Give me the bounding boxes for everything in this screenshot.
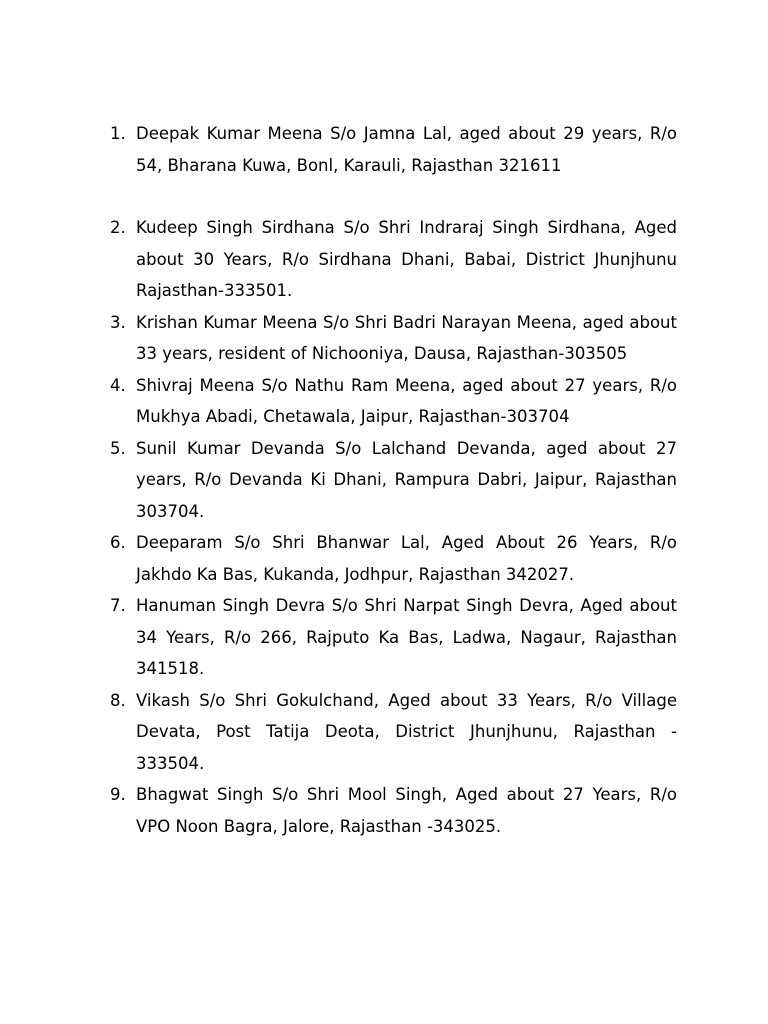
list-item-text: Krishan Kumar Meena S/o Shri Badri Narayan Meena, aged about 33 years, resident of Nichooniya, Dausa, Rajasthan-303505 — [136, 312, 677, 363]
list-item-number: 2. — [110, 218, 126, 237]
list-item-number: 1. — [110, 124, 126, 143]
list-item-number: 8. — [110, 690, 126, 710]
list-item-number: 5. — [110, 438, 126, 458]
list-item — [110, 527, 677, 590]
list-item-text: Deeparam S/o Shri Bhanwar Lal, Aged About 26 Years, R/o Jakhdo Ka Bas, Kukanda, Jodhpur, Rajasthan 342027. — [136, 533, 677, 584]
list-item — [110, 685, 677, 780]
list-item-text: Kudeep Singh Sirdhana S/o Shri Indraraj Singh Sirdhana, Aged about 30 Years, R/o Sirdhana Dhani, Babai, District Jhunjhunu Rajasthan-333501. — [136, 218, 677, 300]
list-item-text: Shivraj Meena S/o Nathu Ram Meena, aged about 27 years, R/o Mukhya Abadi, Chetawala, Jaipur, Rajasthan-303704 — [136, 375, 677, 426]
list-item-text: Vikash S/o Shri Gokulchand, Aged about 33 Years, R/o Village Devata, Post Tatija Deota, District Jhunjhunu, Rajasthan - 333504. — [136, 690, 677, 773]
list-item — [110, 433, 677, 528]
list-item — [110, 370, 677, 433]
list-item-number: 3. — [110, 312, 126, 332]
list-item-number: 6. — [110, 533, 126, 552]
list-item-text: Bhagwat Singh S/o Shri Mool Singh, Aged about 27 Years, R/o VPO Noon Bagra, Jalore, Rajasthan -343025. — [136, 785, 677, 836]
list-item-text: Sunil Kumar Devanda S/o Lalchand Devanda, aged about 27 years, R/o Devanda Ki Dhani, Rampura Dabri, Jaipur, Rajasthan 303704. — [136, 438, 677, 521]
list-item-text: Deepak Kumar Meena S/o Jamna Lal, aged about 29 years, R/o 54, Bharana Kuwa, Bonl, Karauli, Rajasthan 321611 — [136, 124, 677, 175]
list-item-number: 4. — [110, 375, 126, 395]
list-item-text: Hanuman Singh Devra S/o Shri Narpat Singh Devra, Aged about 34 Years, R/o 266, Rajputo Ka Bas, Ladwa, Nagaur, Rajasthan 341518. — [136, 596, 677, 678]
list-item — [110, 779, 677, 842]
list-item — [110, 212, 677, 307]
list-item-number: 7. — [110, 596, 126, 615]
list-item — [110, 307, 677, 370]
list-item — [110, 590, 677, 685]
list-item-number: 9. — [110, 785, 126, 804]
respondent-list — [110, 118, 677, 842]
list-item — [110, 118, 677, 181]
